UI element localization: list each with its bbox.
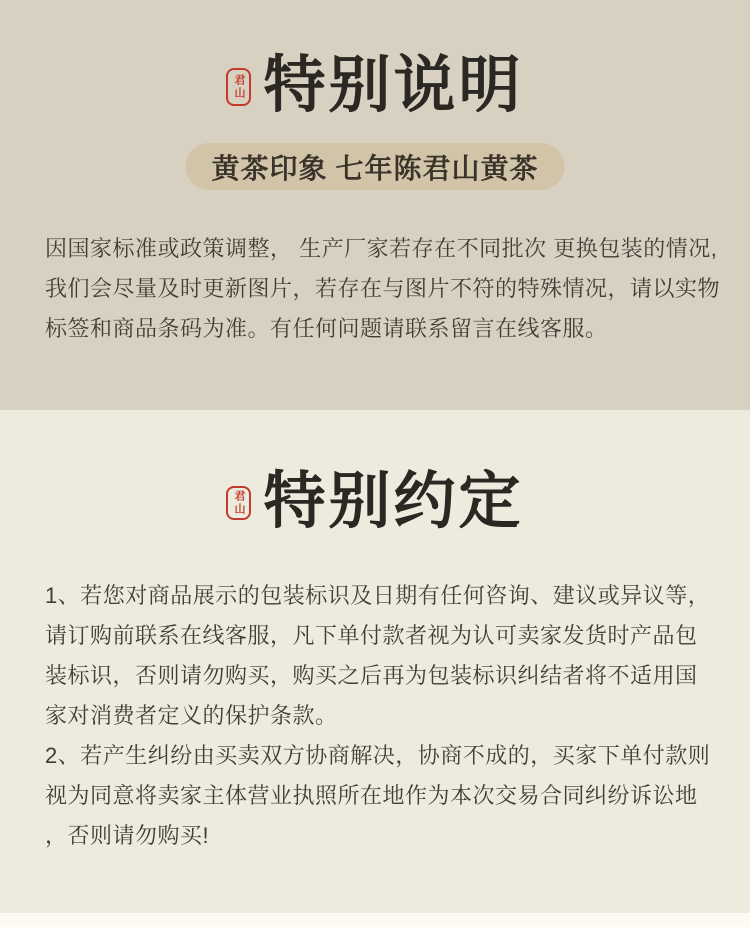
notice-title: 特别说明 [263, 52, 524, 121]
agreement-title-row [0, 466, 750, 540]
subtitle-badge [185, 143, 564, 190]
agreement-line: 2、若产生纠纷由买卖双方协商解决，协商不成的，买家下单付款则 [45, 743, 711, 768]
notice-line: 标签和商品条码为准。有任何问题请联系留言在线客服。 [45, 316, 608, 341]
agreement-title: 特别约定 [263, 468, 524, 537]
agreement-line: ，否则请勿购买! [45, 823, 210, 848]
notice-title-row [0, 50, 750, 124]
footer-strip [0, 913, 750, 927]
special-agreement-section [0, 410, 750, 913]
agreement-line: 请订购前联系在线客服，凡下单付款者视为认可卖家发货时产品包 [45, 623, 698, 648]
agreement-line: 视为同意将卖家主体营业执照所在地作为本次交易合同纠纷诉讼地 [45, 783, 698, 808]
notice-line: 因国家标准或政策调整， 生产厂家若存在不同批次 更换包装的情况, [45, 236, 718, 261]
agreement-line: 家对消费者定义的保护条款。 [45, 703, 338, 728]
agreement-line: 装标识，否则请勿购买，购买之后再为包装标识纠结者将不适用国 [45, 663, 698, 688]
notice-paragraph [45, 229, 723, 349]
junshan-seal-icon: 君山 [226, 68, 251, 106]
agreement-paragraph [45, 576, 723, 856]
special-notice-section [0, 0, 750, 410]
notice-line: 我们会尽量及时更新图片，若存在与图片不符的特殊情况，请以实物 [45, 276, 721, 301]
agreement-line: 1、若您对商品展示的包装标识及日期有任何咨询、建议或异议等， [45, 583, 711, 608]
junshan-seal-icon: 君山 [226, 486, 251, 520]
subtitle-text: 黄茶印象 七年陈君山黄茶 [211, 153, 539, 185]
